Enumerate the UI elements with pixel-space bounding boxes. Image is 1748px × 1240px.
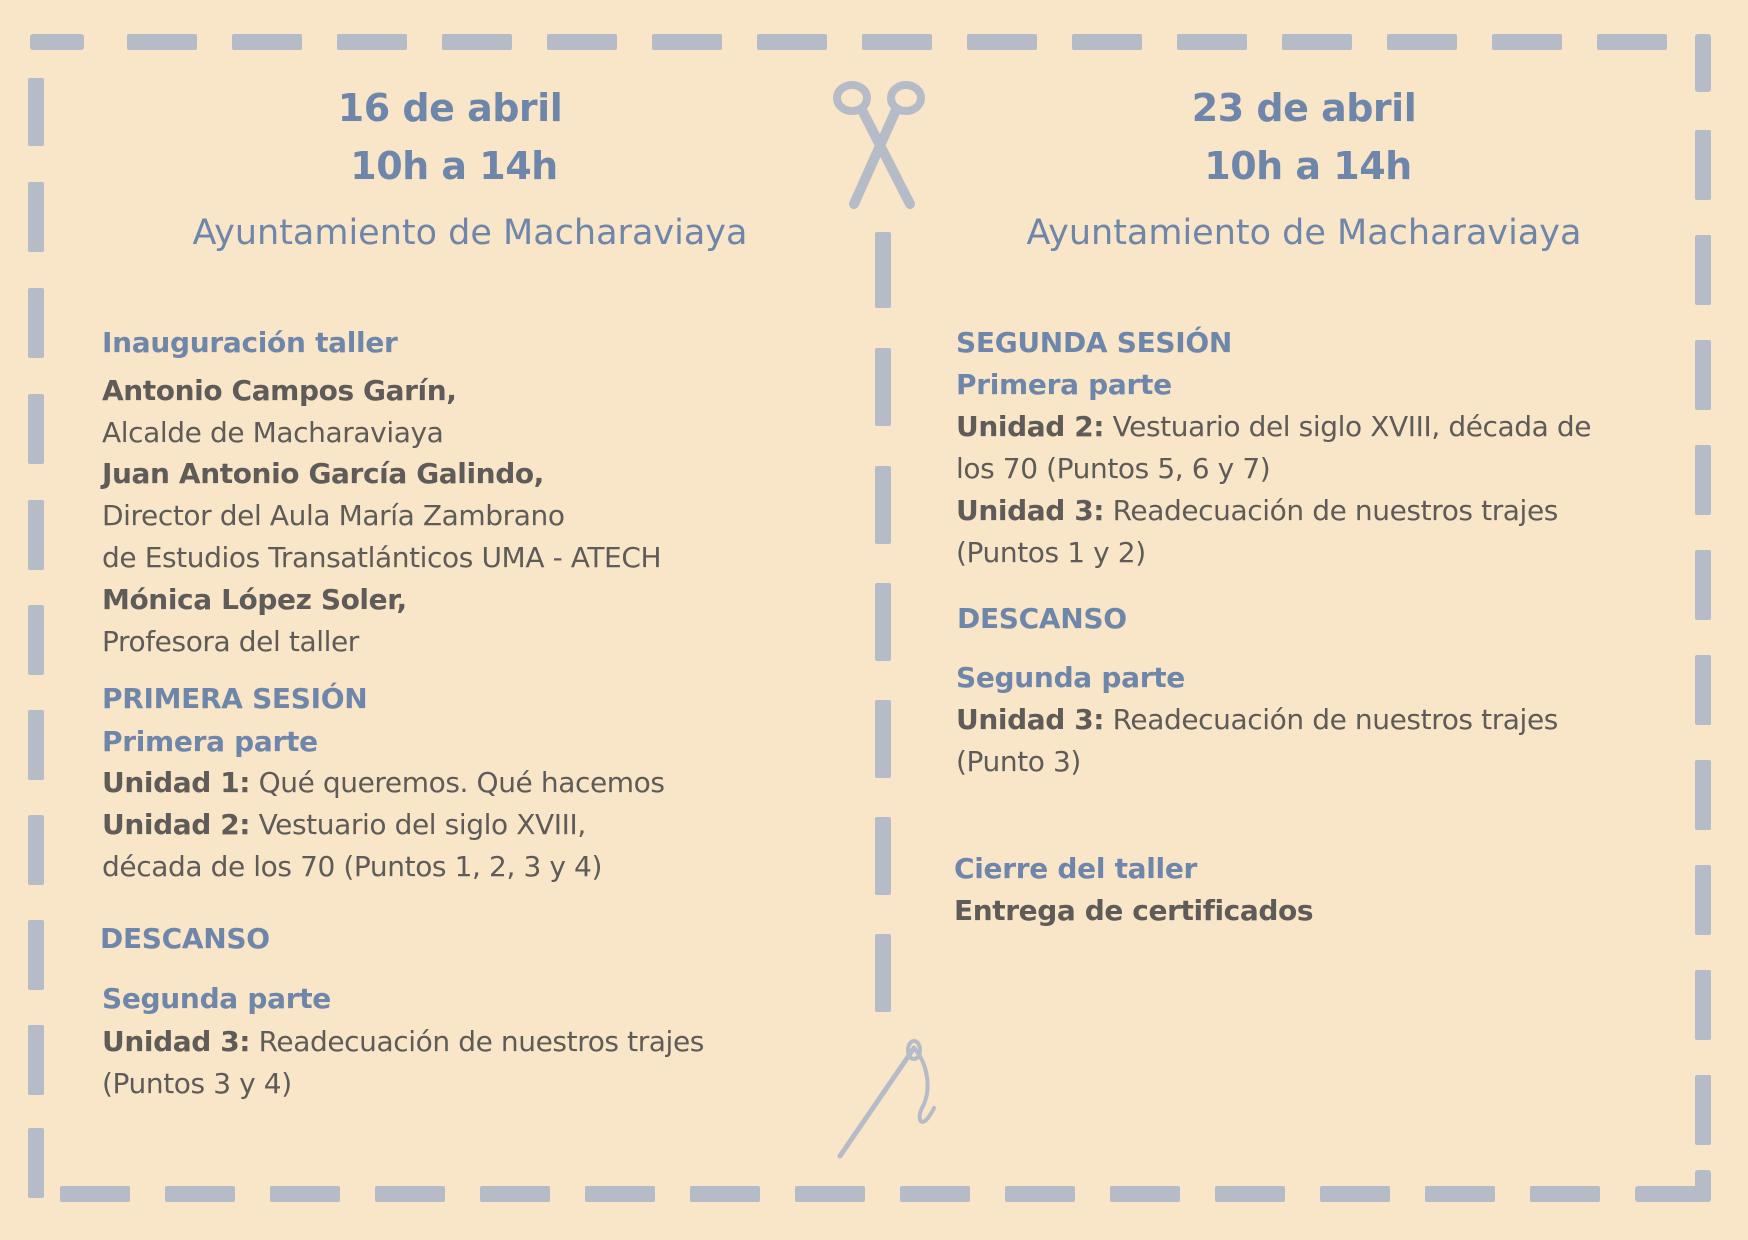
right-part2-title: Segunda parte (956, 661, 1185, 694)
inauguration-title: Inauguración taller (102, 326, 398, 359)
right-date: 23 de abril (1191, 86, 1417, 130)
left-part1-title: Primera parte (102, 725, 318, 758)
unit-text: Readecuación de nuestros trajes (250, 1025, 704, 1058)
speaker-3-name: Mónica López Soler, (102, 583, 407, 616)
speaker-3-role: Profesora del taller (102, 625, 359, 658)
speaker-2-role-cont: de Estudios Transatlánticos UMA - ATECH (102, 541, 662, 574)
right-unit3b (956, 703, 1558, 736)
speaker-1-name: Antonio Campos Garín, (102, 374, 457, 407)
speaker-2-name: Juan Antonio García Galindo, (102, 457, 544, 490)
left-unit2-cont: década de los 70 (Puntos 1, 2, 3 y 4) (102, 850, 602, 883)
unit-text: Readecuación de nuestros trajes (1104, 703, 1558, 736)
right-break: DESCANSO (957, 602, 1127, 635)
closing-text: Entrega de certificados (954, 894, 1314, 927)
unit-label: Unidad 3: (956, 703, 1105, 736)
needle-thread-icon (830, 1038, 940, 1162)
first-session-title: PRIMERA SESIÓN (102, 682, 368, 715)
right-venue: Ayuntamiento de Macharaviaya (1026, 213, 1582, 253)
unit-text: Readecuación de nuestros trajes (1104, 494, 1558, 527)
unit-label: Unidad 2: (102, 808, 251, 841)
right-unit2-cont: los 70 (Puntos 5, 6 y 7) (956, 452, 1271, 485)
speaker-1-role: Alcalde de Macharaviaya (102, 416, 444, 449)
unit-label: Unidad 3: (102, 1025, 251, 1058)
right-time: 10h a 14h (1204, 144, 1412, 188)
unit-label: Unidad 3: (956, 494, 1105, 527)
left-unit2 (102, 808, 586, 841)
left-part2-title: Segunda parte (102, 982, 331, 1015)
unit-text: Vestuario del siglo XVIII, (250, 808, 586, 841)
left-unit1 (102, 766, 665, 799)
left-time: 10h a 14h (350, 144, 558, 188)
right-unit3a (956, 494, 1558, 527)
unit-text: Qué queremos. Qué hacemos (250, 766, 665, 799)
left-break: DESCANSO (100, 922, 270, 955)
right-unit3a-cont: (Puntos 1 y 2) (956, 536, 1146, 569)
unit-label: Unidad 1: (102, 766, 251, 799)
left-unit3 (102, 1025, 704, 1058)
right-unit3b-cont: (Punto 3) (956, 745, 1081, 778)
second-session-title: SEGUNDA SESIÓN (956, 326, 1233, 359)
unit-text: Vestuario del siglo XVIII, década de (1104, 410, 1592, 443)
right-unit2 (956, 410, 1591, 443)
left-date: 16 de abril (337, 86, 563, 130)
closing-title: Cierre del taller (954, 852, 1198, 885)
speaker-2-role: Director del Aula María Zambrano (102, 499, 565, 532)
right-part1-title: Primera parte (956, 368, 1172, 401)
left-venue: Ayuntamiento de Macharaviaya (192, 213, 748, 253)
left-unit3-cont: (Puntos 3 y 4) (102, 1067, 292, 1100)
unit-label: Unidad 2: (956, 410, 1105, 443)
